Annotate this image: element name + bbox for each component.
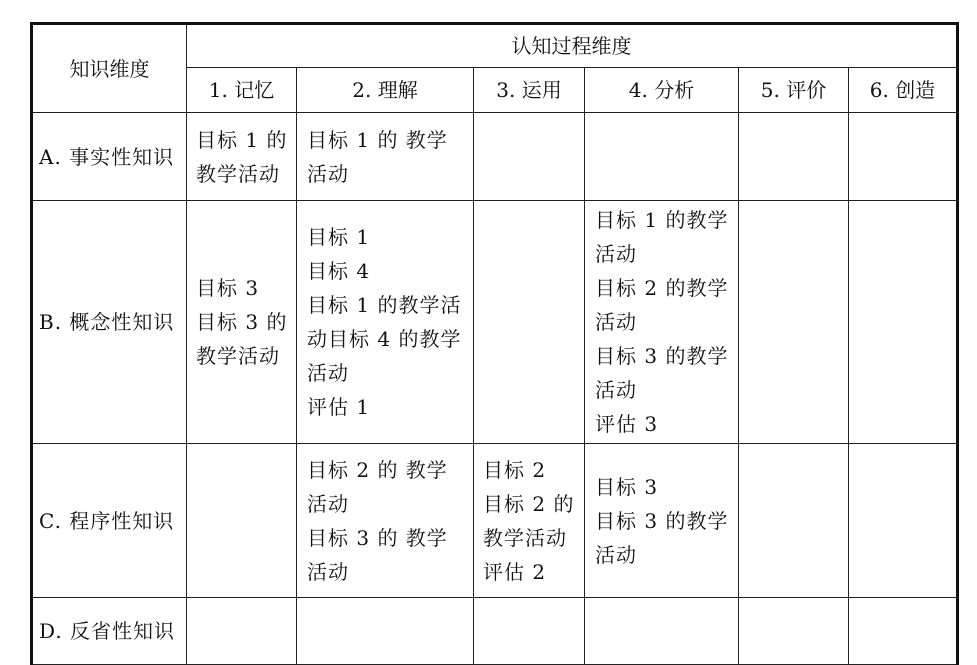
table-cell [849, 598, 958, 665]
table-cell [474, 444, 585, 598]
cell-text-line: 动目标 4 的教学 [307, 327, 462, 351]
table-cell [297, 201, 474, 444]
taxonomy-table [30, 22, 959, 665]
table-cell [187, 201, 297, 444]
table-cell [739, 113, 849, 201]
taxonomy-table-container [30, 22, 956, 663]
column-header-analyze: 4. 分析 [585, 68, 739, 113]
row-label: A. 事实性知识 [32, 113, 187, 201]
cell-text-line: 活动 [307, 491, 349, 516]
table-cell [585, 201, 739, 444]
table-cell [585, 113, 739, 201]
table-cell [849, 113, 958, 201]
cell-text-line: 目标 3 的教学 [595, 508, 729, 533]
cell-text-line: 评估 3 [595, 412, 659, 436]
cell-text-line: 目标 3 的教学 [595, 344, 729, 368]
cell-text-line: 活动 [595, 310, 637, 334]
table-cell [585, 598, 739, 665]
cell-text-line: 评估 1 [307, 395, 371, 419]
column-header-evaluate: 5. 评价 [739, 68, 849, 113]
corner-header: 知识维度 [32, 24, 187, 113]
row-label: B. 概念性知识 [32, 201, 187, 444]
cell-text-line: 目标 3 的 教学 [307, 525, 448, 550]
table-cell [297, 598, 474, 665]
column-header-apply: 3. 运用 [474, 68, 585, 113]
table-cell [739, 598, 849, 665]
table-cell [297, 444, 474, 598]
cell-text-line: 目标 2 [483, 457, 547, 482]
cognitive-process-header: 认知过程维度 [187, 24, 958, 68]
table-cell [585, 444, 739, 598]
cell-text-line: 活动 [307, 361, 349, 385]
column-header-create: 6. 创造 [849, 68, 958, 113]
cell-text-line: 目标 2 的教学 [595, 276, 729, 300]
row-label: C. 程序性知识 [32, 444, 187, 598]
cell-text-line: 目标 4 [307, 259, 371, 283]
cell-text-line: 目标 1 的 教学 [307, 127, 448, 152]
cell-text-line: 目标 2 的 教学 [307, 457, 448, 482]
table-cell [739, 444, 849, 598]
cell-text-line: 活动 [307, 559, 349, 584]
cell-text-line: 活动 [595, 378, 637, 402]
cell-text-line: 目标 1 的教学 [595, 208, 729, 232]
table-row [32, 201, 958, 444]
table-row [32, 444, 958, 598]
table-cell [297, 113, 474, 201]
table-cell [849, 201, 958, 444]
column-header-understand: 2. 理解 [297, 68, 474, 113]
table-cell [474, 598, 585, 665]
table-cell [474, 113, 585, 201]
cell-text-line: 目标 1 的 [196, 127, 288, 152]
table-cell [739, 201, 849, 444]
cell-text-line: 教学活动 [483, 525, 567, 550]
table-cell [187, 444, 297, 598]
cell-text-line: 教学活动 [196, 161, 280, 186]
cell-text-line: 活动 [595, 242, 637, 266]
table-cell [474, 201, 585, 444]
table-row [32, 113, 958, 201]
cell-text-line: 目标 1 的教学活 [307, 293, 462, 317]
cell-text-line: 目标 3 [595, 474, 659, 499]
cell-text-line: 目标 2 的 [483, 491, 575, 516]
table-cell [187, 598, 297, 665]
cell-text-line: 目标 1 [307, 225, 371, 249]
table-row [32, 598, 958, 665]
cell-text-line: 目标 3 [196, 276, 260, 300]
table-cell [187, 113, 297, 201]
column-header-remember: 1. 记忆 [187, 68, 297, 113]
cell-text-line: 教学活动 [196, 344, 280, 368]
cell-text-line: 活动 [307, 161, 349, 186]
row-label: D. 反省性知识 [32, 598, 187, 665]
table-cell [849, 444, 958, 598]
cell-text-line: 目标 3 的 [196, 310, 288, 334]
cell-text-line: 活动 [595, 542, 637, 567]
cell-text-line: 评估 2 [483, 559, 547, 584]
